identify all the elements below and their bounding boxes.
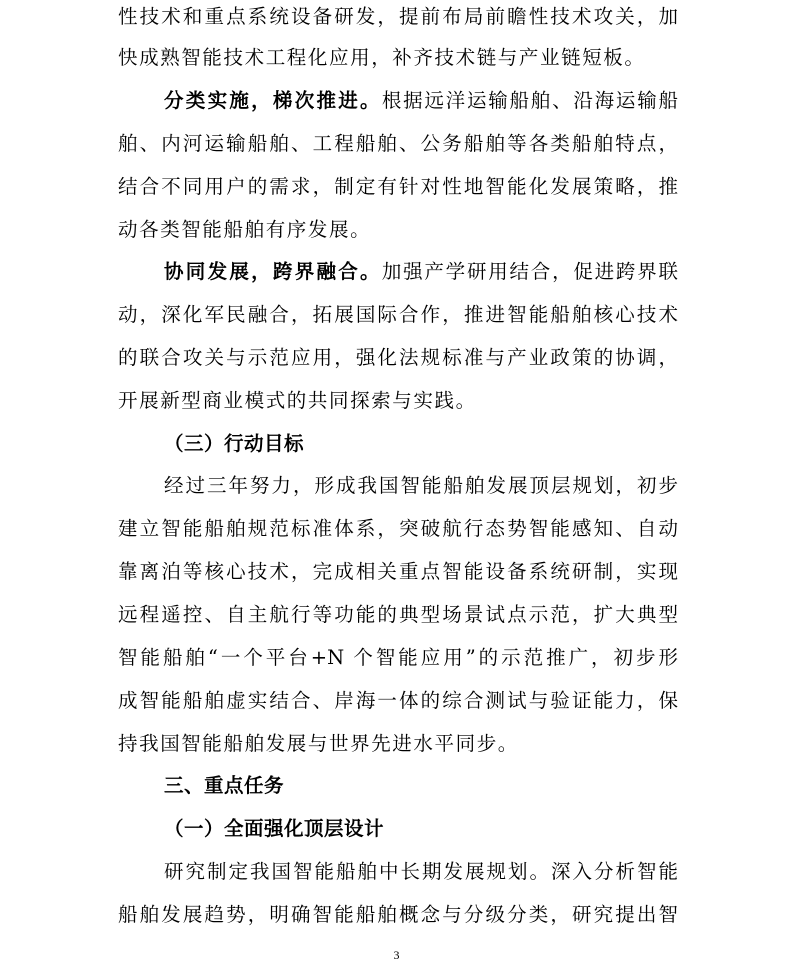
- paragraph-line: 的联合攻关与示范应用，强化法规标准与产业政策的协调，: [118, 346, 678, 369]
- paragraph-line: 性技术和重点系统设备研发，提前布局前瞻性技术攻关，加: [118, 5, 678, 28]
- paragraph-line: 远程遥控、自主航行等功能的典型场景试点示范，扩大典型: [118, 603, 678, 626]
- paragraph-line: 成智能船舶虚实结合、岸海一体的综合测试与验证能力，保: [118, 689, 678, 712]
- paragraph-lead-bold: 分类实施，梯次推进。: [164, 89, 382, 112]
- paragraph-first-line: 经过三年努力，形成我国智能船舶发展顶层规划，初步: [164, 474, 678, 497]
- paragraph-line: 动各类智能船舶有序发展。: [118, 218, 372, 241]
- paragraph-text: 根据远洋运输船舶、沿海运输船: [381, 89, 678, 112]
- paragraph-line: 持我国智能船舶发展与世界先进水平同步。: [118, 732, 519, 755]
- paragraph-line: 船舶发展趋势，明确智能船舶概念与分级分类，研究提出智: [118, 903, 678, 926]
- paragraph-line: 舶、内河运输船舶、工程船舶、公务船舶等各类船舶特点，: [118, 132, 678, 155]
- paragraph-line: 结合不同用户的需求，制定有针对性地智能化发展策略，推: [118, 175, 678, 198]
- section-heading: （三）行动目标: [164, 432, 305, 455]
- page-number: 3: [393, 948, 400, 962]
- paragraph-first-line: 研究制定我国智能船舶中长期发展规划。深入分析智能: [164, 860, 678, 883]
- paragraph-first-line: [164, 255, 678, 289]
- paragraph-line: 开展新型商业模式的共同探索与实践。: [118, 389, 477, 412]
- paragraph-line: 动，深化军民融合，拓展国际合作，推进智能船舶核心技术: [118, 303, 678, 326]
- paragraph-line: 建立智能船舶规范标准体系，突破航行态势智能感知、自动: [118, 517, 678, 540]
- section-heading: （一）全面强化顶层设计: [164, 817, 385, 840]
- paragraph-text: 加强产学研用结合，促进跨界联: [381, 260, 678, 283]
- paragraph-line: 快成熟智能技术工程化应用，补齐技术链与产业链短板。: [118, 46, 646, 69]
- chapter-heading: 三、重点任务: [164, 774, 285, 797]
- paragraph-lead-bold: 协同发展，跨界融合。: [164, 260, 382, 283]
- paragraph-line: 智能船舶“一个平台+N 个智能应用”的示范推广，初步形: [118, 646, 678, 669]
- paragraph-first-line: [164, 84, 678, 118]
- paragraph-line: 靠离泊等核心技术，完成相关重点智能设备系统研制，实现: [118, 560, 678, 583]
